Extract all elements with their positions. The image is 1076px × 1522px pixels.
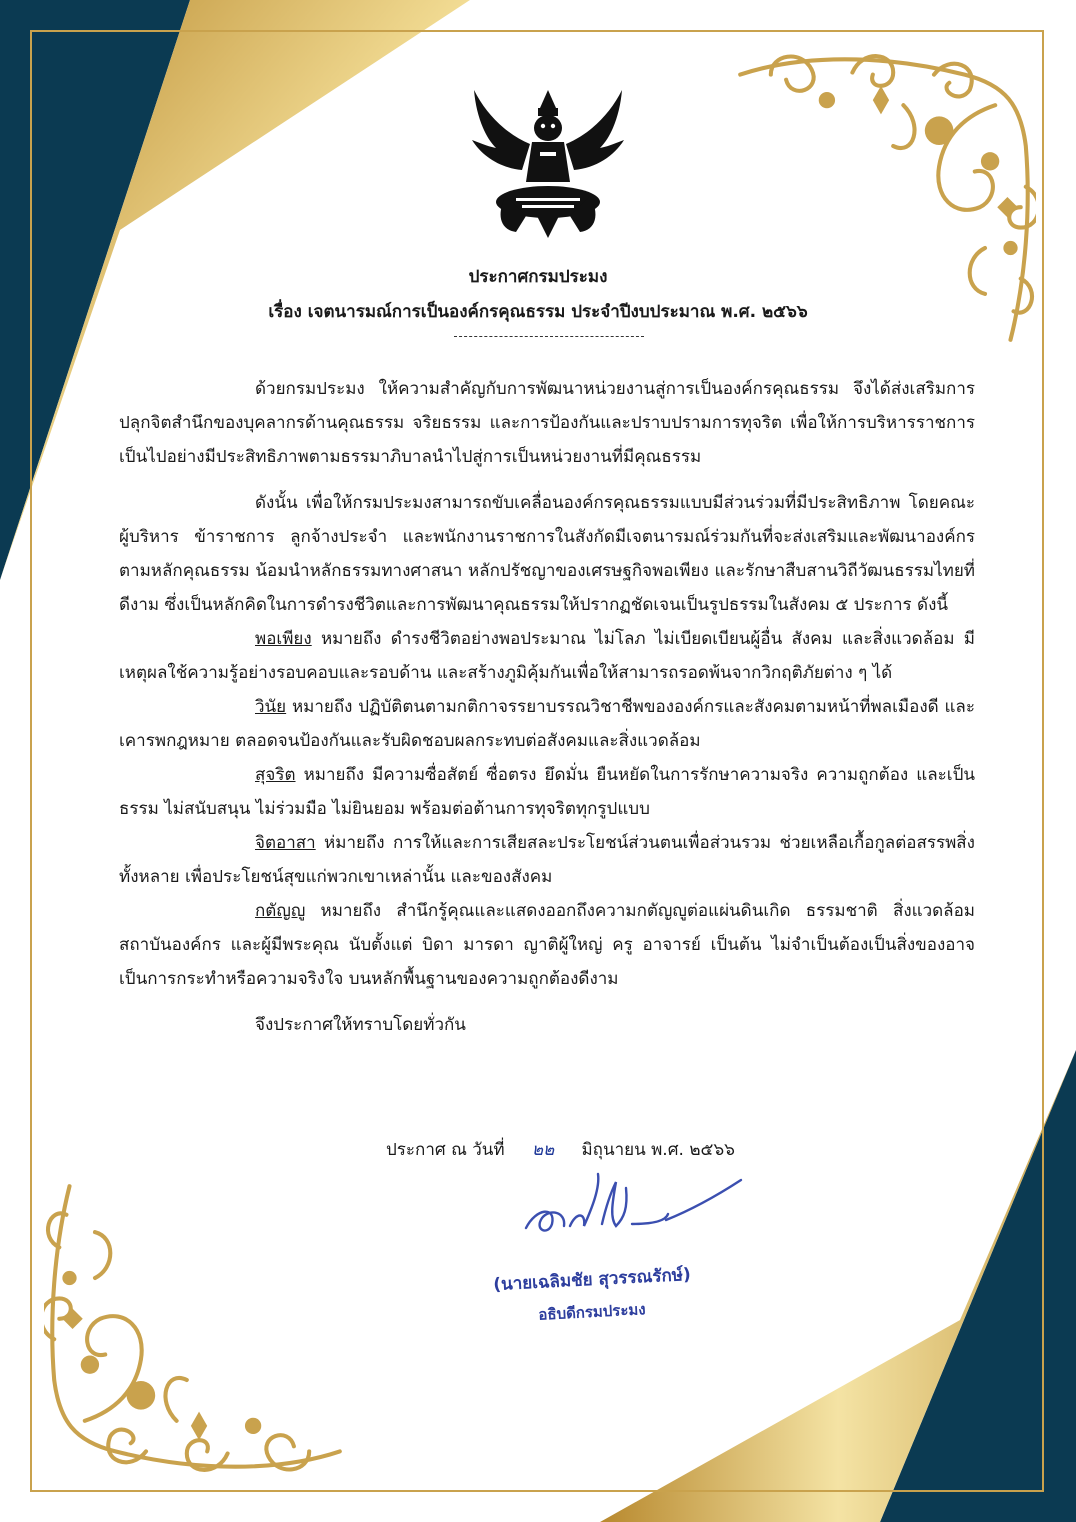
virtue-term: วินัย bbox=[255, 697, 287, 717]
intro-paragraph: ด้วยกรมประมง ให้ความสำคัญกับการพัฒนาหน่วยงานสู่การเป็นองค์กรคุณธรรม จึงได้ส่งเสริมการปลุกจิตสำนึกของบุคลากรด้านคุณธรรม จริยธรรม และการป้องกันและปราบปรามการทุจริต เพื่อให้การบริหารราชการเป็นไปอย่างมีประสิทธิภาพตามธรรมาภิบาลนำไปสู่การเป็นหน่วยงานที่มีคุณธรรม bbox=[119, 379, 975, 467]
virtue-term: กตัญญู bbox=[255, 901, 306, 921]
closing-line: จึงประกาศให้ทราบโดยทั่วกัน bbox=[255, 1015, 466, 1035]
virtue-item bbox=[119, 758, 975, 826]
virtue-description: หมายถึง ปฏิบัติตนตามกติกาจรรยาบรรณวิชาชีพขององค์กรและสังคมตามหน้าที่พลเมืองดี และเคารพกฎหมาย ตลอดจนป้องกันและรับผิดชอบผลกระทบต่อสังคมและสิ่งแวดล้อม bbox=[119, 697, 975, 751]
date-prefix: ประกาศ ณ วันที่ bbox=[386, 1140, 505, 1160]
virtue-description: ห่มายถึง การให้และการเสียสละประโยชน์ส่วนตนเพื่อส่วนรวม ช่วยเหลือเกื้อกูลต่อสรรพสิ่งทั้งหลาย เพื่อประโยชน์สุขแก่พวกเขาเหล่านั้น และของสังคม bbox=[119, 833, 975, 887]
virtue-item bbox=[119, 690, 975, 758]
virtue-description: หมายถึง ดำรงชีวิตอย่างพอประมาณ ไม่โลภ ไม่เบียดเบียนผู้อื่น สังคม และสิ่งแวดล้อม มีเหตุผลใช้ความรู้อย่างรอบคอบและรอบด้าน และสร้างภูมิคุ้มกันเพื่อให้สามารถรอดพ้นจากวิกฤติภัยต่าง ๆ ได้ bbox=[119, 629, 975, 683]
title-divider bbox=[454, 336, 644, 337]
virtue-item bbox=[119, 622, 975, 690]
virtue-item bbox=[119, 894, 975, 996]
handwritten-signature-icon bbox=[516, 1168, 756, 1248]
virtue-term: จิตอาสา bbox=[255, 833, 316, 853]
signatory-name: (นายเฉลิมชัย สุวรรณรักษ์) bbox=[492, 1264, 692, 1296]
date-day-handwritten: ๒๒ bbox=[531, 1140, 555, 1160]
main-paragraph: ดังนั้น เพื่อให้กรมประมงสามารถขับเคลื่อนองค์กรคุณธรรมแบบมีส่วนร่วมที่มีประสิทธิภาพ โดยคณะผู้บริหาร ข้าราชการ ลูกจ้างประจำ และพนักงานราชการในสังกัดมีเจตนารมณ์ร่วมกันที่จะส่งเสริมและพัฒนาองค์กรตามหลักคุณธรรม น้อมนำหลักธรรมทางศาสนา หลักปรัชญาของเศรษฐกิจพอเพียง และรักษาสืบสานวิถีวัฒนธรรมไทยที่ดีงาม ซึ่งเป็นหลักคิดในการดำรงชีวิตและการพัฒนาคุณธรรมให้ปรากฏชัดเจนเป็นรูปธรรมในสังคม ๕ ประการ ดังนี้ bbox=[119, 493, 975, 615]
virtue-description: หมายถึง สำนึกรู้คุณและแสดงออกถึงความกตัญญูต่อแผ่นดินเกิด ธรรมชาติ สิ่งแวดล้อม สถาบันองค์กร และผู้มีพระคุณ นับตั้งแต่ บิดา มารดา ญาติผู้ใหญ่ ครู อาจารย์ เป็นต้น ไม่จำเป็นต้องเป็นสิ่งของอาจเป็นการกระทำหรือความจริงใจ บนหลักพื้นฐานของความถูกต้องดีงาม bbox=[119, 901, 975, 989]
virtue-term: สุจริต bbox=[255, 765, 296, 785]
signatory-position: อธิบดีกรมประมง bbox=[537, 1300, 647, 1324]
announcement-title: ประกาศกรมประมง bbox=[468, 267, 608, 287]
floral-ornament-bottom-left bbox=[44, 1176, 350, 1482]
virtue-term: พอเพียง bbox=[255, 629, 312, 649]
announcement-body bbox=[119, 372, 975, 1042]
virtue-description: หมายถึง มีความซื่อสัตย์ ซื่อตรง ยึดมั่น ยืนหยัดในการรักษาความจริง ความถูกต้อง และเป็นธรรม ไม่สนับสนุน ไม่ร่วมมือ ไม่ยินยอม พร้อมต่อต้านการทุจริตทุกรูปแบบ bbox=[119, 765, 975, 819]
date-month-year: มิถุนายน พ.ศ. ๒๕๖๖ bbox=[581, 1140, 735, 1160]
announcement-date bbox=[386, 1136, 735, 1163]
announcement-subject: เรื่อง เจตนารมณ์การเป็นองค์กรคุณธรรม ประจำปีงบประมาณ พ.ศ. ๒๕๖๖ bbox=[268, 302, 808, 322]
garuda-emblem-icon bbox=[466, 84, 630, 240]
virtue-item bbox=[119, 826, 975, 894]
